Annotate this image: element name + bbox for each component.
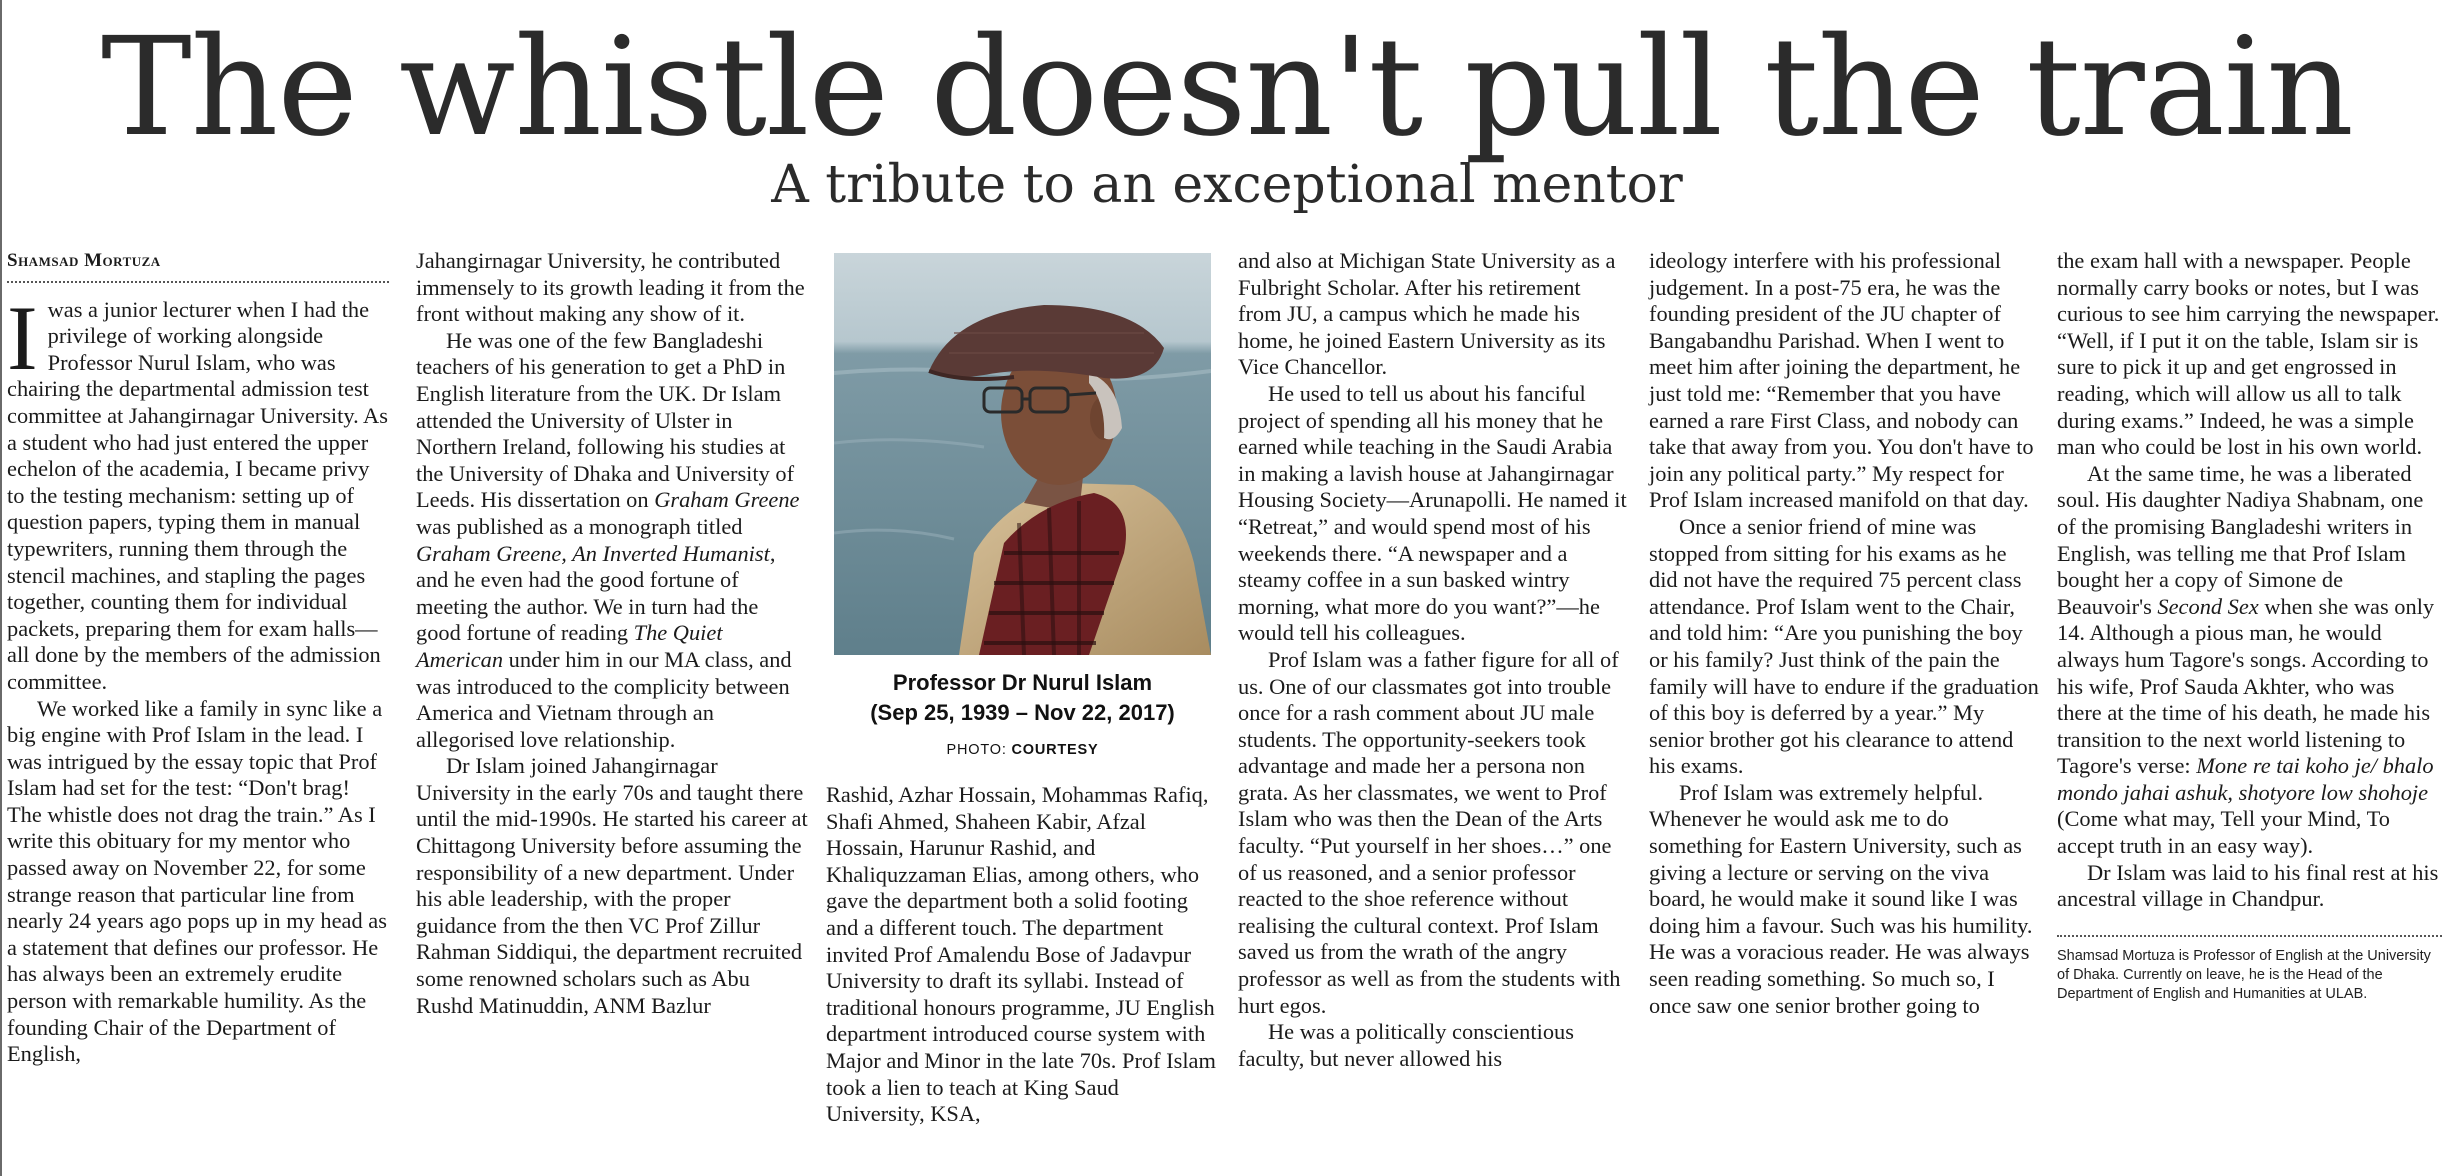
paragraph: the exam hall with a newspaper. People normally carry books or notes, but I was curious to see him carrying the newspaper. “Well, if I put it on the table, Islam sir is sure to pick it up and get engrossed in reading, which will allow us all to talk during exams.” Indeed, he was a simple man who could be lost in his own world. (2057, 248, 2440, 460)
photo-credit-label: PHOTO: (946, 742, 1007, 758)
book-title: Graham Greene, An Inverted Humanist (416, 540, 770, 566)
article-column-3 (826, 782, 1218, 1128)
paragraph: Dr Islam was laid to his final rest at his ancestral village in Chandpur. (2057, 859, 2439, 912)
paragraph: ideology interfere with his professional judgement. In a post-75 era, he was the founding president of the JU chapter of Bangabandhu Parishad. When I went to meet him after joining the department, he just told me: “Remember that you have earned a rare First Class, and nobody can take that away from you. You don't have to join any political party.” My respect for Prof Islam increased manifold on that day. (1649, 248, 2034, 513)
author-note-divider (2057, 935, 2442, 1004)
paragraph: Prof Islam was a father figure for all of us. One of our classmates got into trouble once for a rash comment about JU male students. The opportunity-seekers took advantage and made her a persona non grata. As her classmates, we went to Prof Islam who was then the Dean of the Arts faculty. “Put yourself in her shoes…” one of us reasoned, and a senior professor reacted to the shoe reference without realising the cultural context. Prof Islam saved us from the wrath of the angry professor as well as from the students with hurt egos. (1238, 646, 1621, 1018)
photo-credit-value: COURTESY (1011, 742, 1099, 758)
paragraph-text: was published as a monograph titled (416, 513, 743, 539)
paragraph-text: under him in our MA class, and was introduced to the complicity between America and Vietnam through an allegorised love relationship. (416, 646, 792, 752)
paragraph-text: He was one of the few Bangladeshi teachers of his generation to get a PhD in English literature from the UK. Dr Islam attended the University of Ulster in Northern Ireland, following his studies at the University of Dhaka and University of Leeds. His dissertation on (416, 327, 795, 513)
article-column-5 (1649, 248, 2039, 1019)
caption-dates: (Sep 25, 1939 – Nov 22, 2017) (870, 700, 1175, 725)
paragraph (416, 328, 808, 754)
headline: The whistle doesn't pull the train (101, 9, 2353, 167)
drop-cap: I (7, 286, 38, 389)
paragraph-text: when she was only 14. Although a pious man, he would always hum Tagore's songs. According to his wife, Prof Sauda Akhter, who was there at the time of his death, he made his transition to the next world listening to Tagore's verse: (2057, 593, 2435, 779)
article-column-6 (2057, 248, 2442, 1004)
paragraph (7, 286, 389, 696)
paragraph: He used to tell us about his fanciful project of spending all his money that he earned while teaching in the Saudi Arabia in making a lavish house at Jahangirnagar Housing Society—Arunapolli. He named it “Retreat,” and would spend most of his weekends there. “A newspaper and a steamy coffee in a sun basked wintry morning, what more do you want?”—he would tell his colleagues. (1238, 380, 1627, 646)
photo-caption (834, 668, 1211, 758)
book-title: Graham Greene (654, 487, 800, 513)
paragraph: Jahangirnagar University, he contributed immensely to its growth leading it from the front without making any show of it. (416, 248, 805, 327)
book-title: The Quiet American (416, 620, 723, 672)
paragraph (2057, 461, 2442, 860)
portrait-photo (834, 253, 1211, 655)
paragraph: Dr Islam joined Jahangirnagar University in the early 70s and taught there until the mid-1990s. He started his career at Chittagong University before assuming the responsibility of a new department. Under his able leadership, with the proper guidance from the then VC Prof Zillur Rahman Siddiqui, the department recruited some renowned scholars such as Abu Rushd Matinuddin, ANM Bazlur (416, 753, 808, 1018)
paragraph-text: At the same time, he was a liberated soul. His daughter Nadiya Shabnam, one of the promising Bangladeshi writers in English, was telling me that Prof Islam bought her a copy of Simone de Beauvoir's (2057, 460, 2424, 619)
book-title: Second Sex (2157, 593, 2259, 619)
article-column-1 (7, 248, 389, 1068)
paragraph-text: was a junior lecturer when I had the privilege of working alongside Professor Nurul Islam, who was chairing the departmental admission test committee at Jahangirnagar University. As a student who had just entered the upper echelon of the academia, I became privy to the testing mechanism: setting up of question papers, typing them in manual typewriters, running them through the stencil machines, and stapling the pages together, counting them for individual packets, preparing them for exam halls—all done by the members of the admission committee. (7, 296, 388, 694)
paragraph: We worked like a family in sync like a big engine with Prof Islam in the lead. I was intrigued by the essay topic that Prof Islam had set for the test: “Don't brag! The whistle does not drag the train.” As I write this obituary for my mentor who passed away on November 22, for some strange reason that particular line from nearly 24 years ago pops up in my head as a statement that defines our professor. He has always been an extremely erudite person with remarkable humility. As the founding Chair of the Department of English, (7, 695, 387, 1067)
byline: Shamsad Mortuza (7, 248, 389, 283)
paragraph-text: (Come what may, Tell your Mind, To accept truth in an easy way). (2057, 806, 2390, 859)
paragraph: Rashid, Azhar Hossain, Mohammas Rafiq, Shafi Ahmed, Shaheen Kabir, Afzal Hossain, Harunur Rashid, and Khaliquzzaman Elias, among others, who gave the department both a solid footing and a different touch. The department invited Prof Amalendu Bose of Jadavpur University to draft its syllabi. Instead of traditional honours programme, JU English department introduced course system with Major and Minor in the late 70s. Prof Islam took a lien to teach at King Saud University, KSA, (826, 782, 1216, 1127)
paragraph: and also at Michigan State University as a Fulbright Scholar. After his retirement from JU, a campus which he made his home, he joined Eastern University as its Vice Chancellor. (1238, 248, 1616, 380)
article-column-4 (1238, 248, 1628, 1072)
subheadline: A tribute to an exceptional mentor (771, 155, 1683, 215)
verse-quote: Mone re tai koho je/ bhalo mondo jahai ashuk, shotyore low shohoje (2057, 753, 2434, 805)
article-column-2 (416, 248, 808, 1019)
paragraph: Prof Islam was extremely helpful. Whenever he would ask me to do something for Eastern University, such as giving a lecture or serving on the viva board, he would make it sound like I was doing him a favour. Such was his humility. He was a voracious reader. He was always seen reading something. So much so, I once saw one senior brother going to (1649, 779, 2033, 1018)
caption-name: Professor Dr Nurul Islam (892, 670, 1153, 695)
paragraph: Once a senior friend of mine was stopped from sitting for his exams as he did not have the required 75 percent class attendance. Prof Islam went to the Chair, and told him: “Are you punishing the boy or his family? Just think of the pain the family will have to endure if the graduation of this boy is deferred by a year.” My senior brother got his clearance to attend his exams. (1649, 513, 2039, 779)
author-note: Shamsad Mortuza is Professor of English at the University of Dhaka. Currently on leave, he is the Head of the Department of English and Humanities at ULAB. (2057, 947, 2431, 1002)
portrait-illustration (834, 253, 1211, 655)
paragraph-text: , and he even had the good fortune of meeting the author. We in turn had the good fortune of reading (416, 540, 776, 646)
paragraph: He was a politically conscientious faculty, but never allowed his (1238, 1019, 1574, 1071)
photo-credit (834, 742, 1211, 758)
